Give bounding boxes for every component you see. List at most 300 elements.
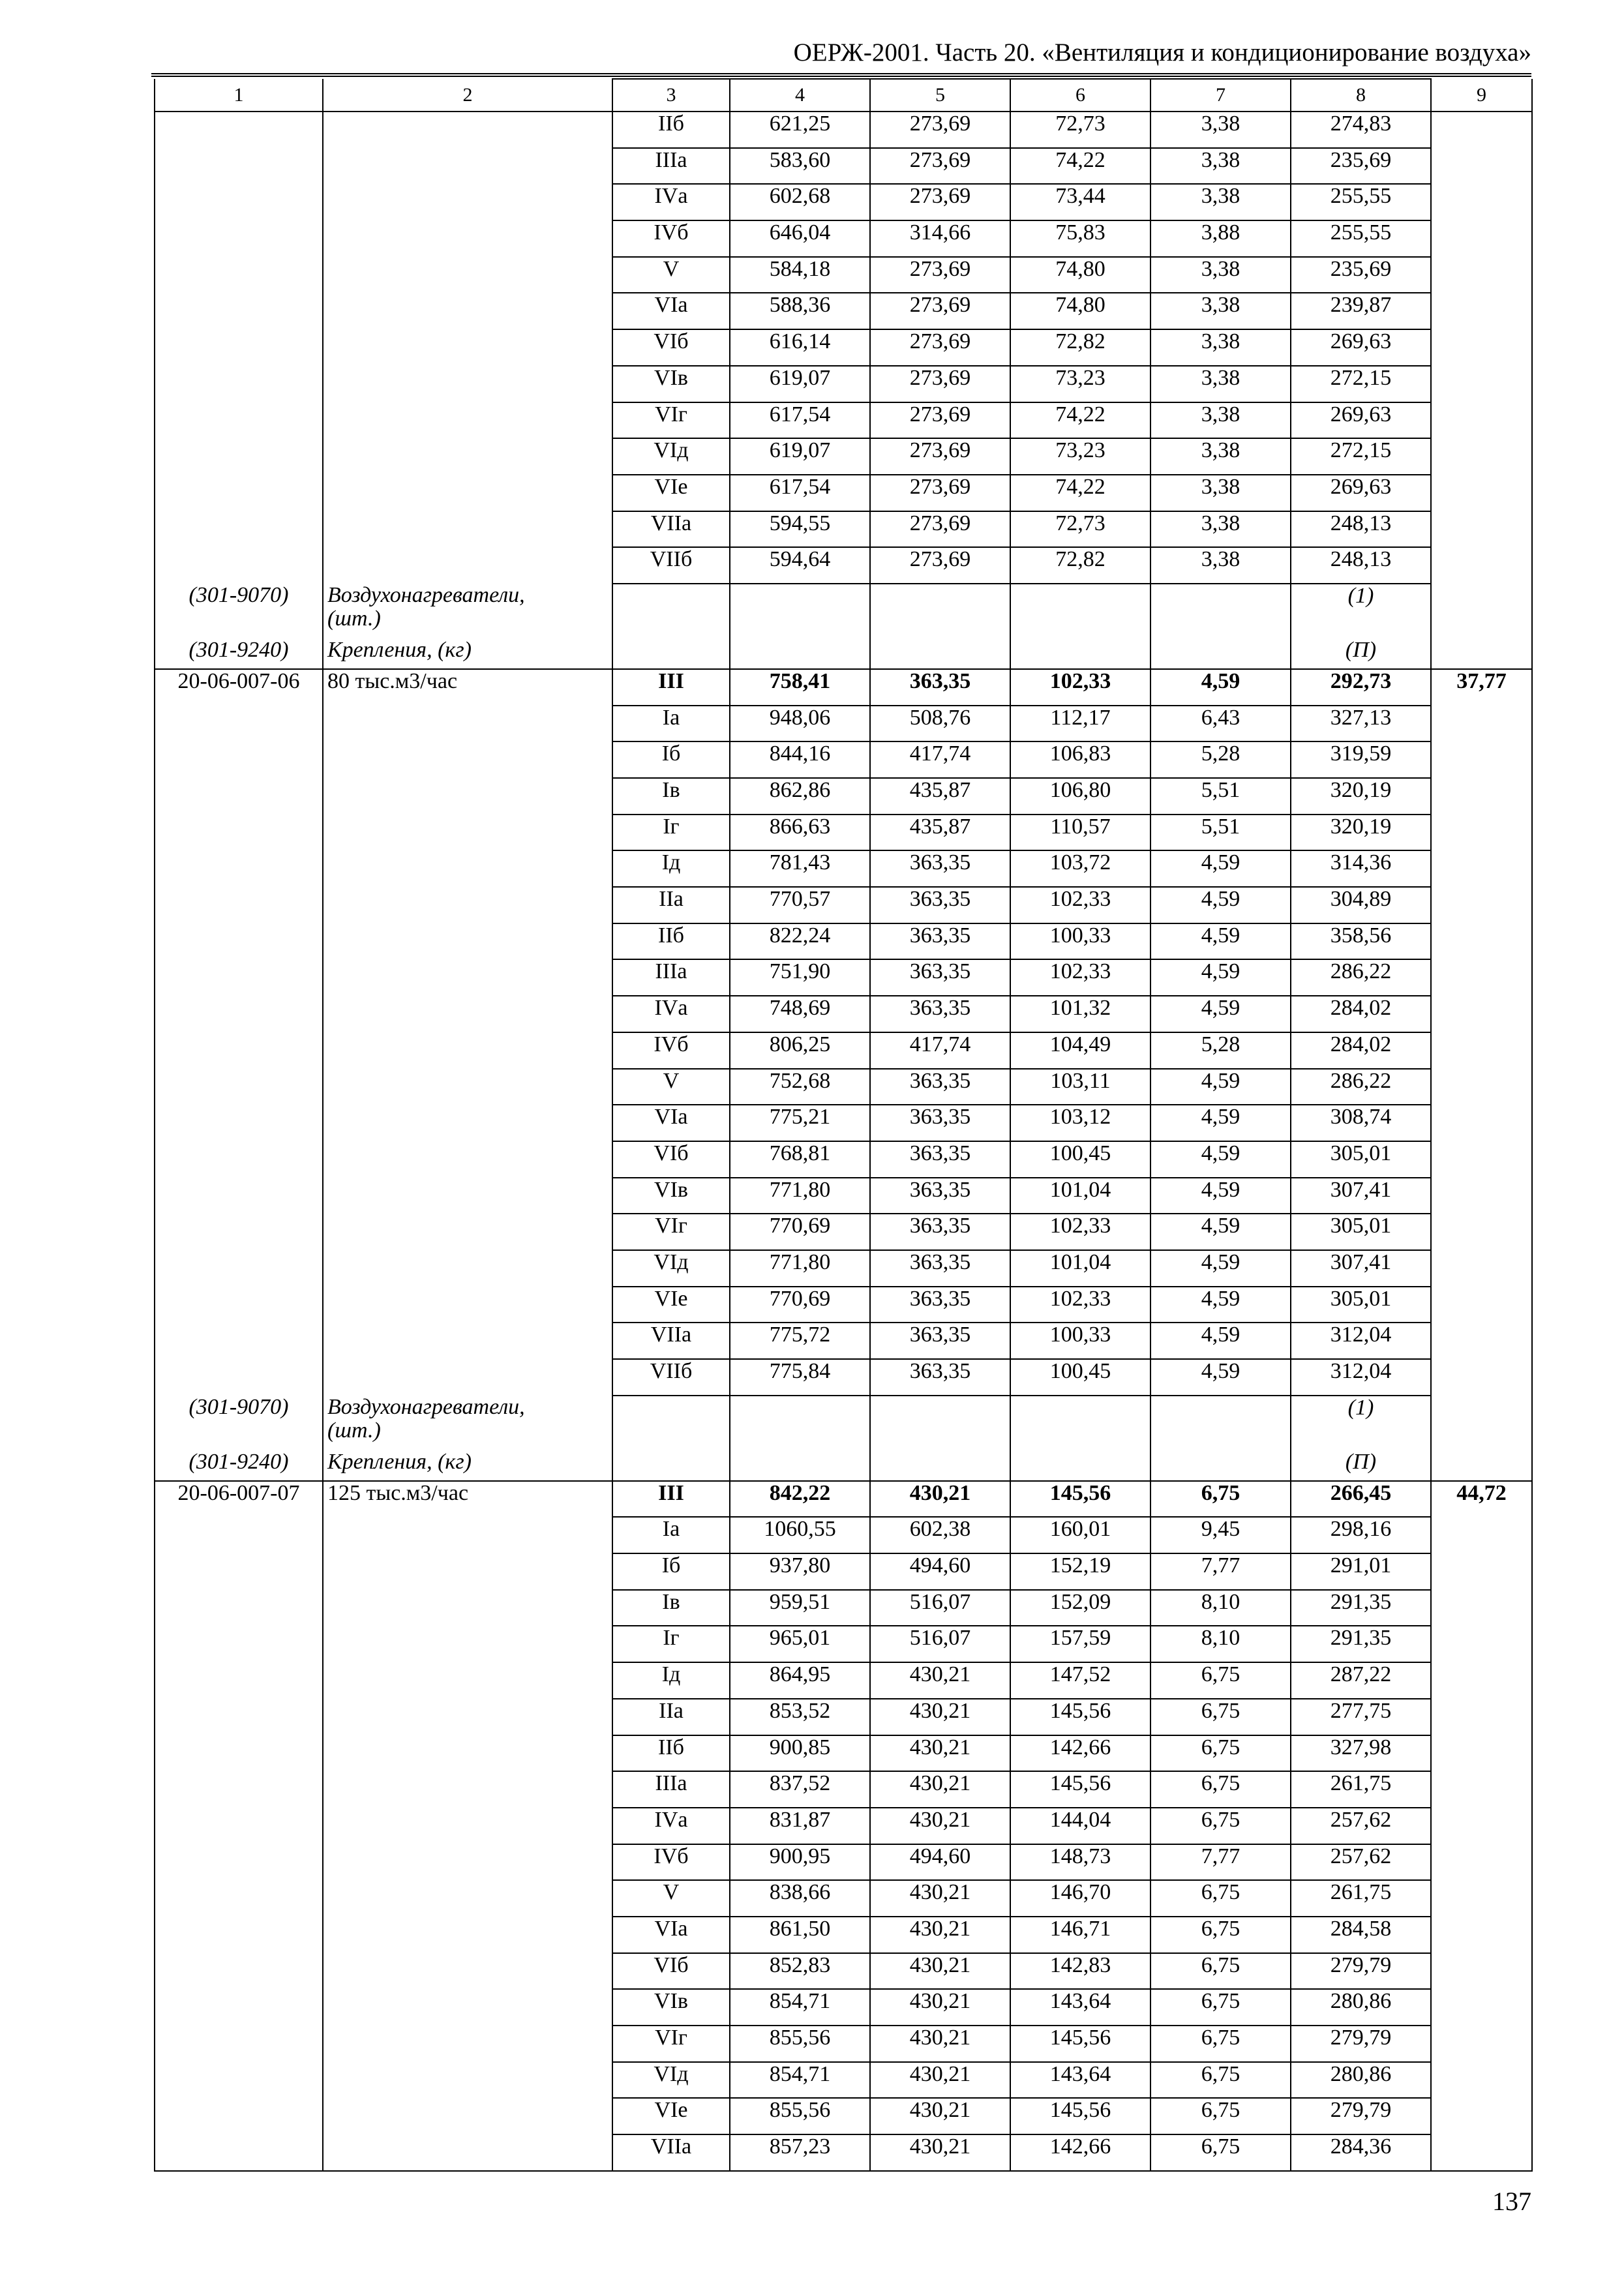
zone: IVа bbox=[612, 996, 730, 1032]
machinist-wages: 6,75 bbox=[1150, 1989, 1291, 2026]
labor-hours bbox=[1431, 438, 1532, 475]
rate-name bbox=[323, 741, 612, 778]
rate-code bbox=[155, 815, 323, 851]
zone: VIб bbox=[612, 1141, 730, 1178]
zone: IIIа bbox=[612, 148, 730, 185]
wages: 516,07 bbox=[870, 1626, 1010, 1662]
machinist-wages: 3,38 bbox=[1150, 547, 1291, 584]
machine-cost: 144,04 bbox=[1010, 1808, 1150, 1844]
rate-name bbox=[323, 2134, 612, 2171]
labor-hours bbox=[1431, 184, 1532, 220]
machine-cost: 145,56 bbox=[1010, 1699, 1150, 1735]
total-cost: 752,68 bbox=[730, 1069, 870, 1105]
rate-name: 80 тыс.м3/час bbox=[323, 669, 612, 706]
rate-code bbox=[155, 1287, 323, 1323]
column-number: 9 bbox=[1431, 79, 1532, 112]
total-cost: 852,83 bbox=[730, 1953, 870, 1990]
machine-cost: 142,66 bbox=[1010, 2134, 1150, 2171]
wages: 435,87 bbox=[870, 815, 1010, 851]
empty-cell bbox=[1431, 1450, 1532, 1481]
wages: 516,07 bbox=[870, 1590, 1010, 1626]
zone: VIг bbox=[612, 402, 730, 439]
materials-cost: 257,62 bbox=[1291, 1808, 1431, 1844]
materials-cost: 248,13 bbox=[1291, 547, 1431, 584]
total-cost: 619,07 bbox=[730, 438, 870, 475]
materials-cost: 269,63 bbox=[1291, 475, 1431, 511]
materials-cost: 305,01 bbox=[1291, 1287, 1431, 1323]
rate-code bbox=[155, 1662, 323, 1699]
wages: 363,35 bbox=[870, 1359, 1010, 1396]
total-cost: 864,95 bbox=[730, 1662, 870, 1699]
materials-cost: 280,86 bbox=[1291, 1989, 1431, 2026]
rate-name bbox=[323, 112, 612, 148]
rate-code bbox=[155, 293, 323, 329]
rate-name bbox=[323, 1359, 612, 1396]
materials-cost: 286,22 bbox=[1291, 959, 1431, 996]
resource-quantity: (П) bbox=[1291, 1450, 1431, 1481]
rate-name bbox=[323, 923, 612, 960]
wages: 602,38 bbox=[870, 1517, 1010, 1553]
wages: 417,74 bbox=[870, 1032, 1010, 1069]
zone: Iд bbox=[612, 1662, 730, 1699]
wages: 430,21 bbox=[870, 2098, 1010, 2134]
table-row bbox=[155, 547, 1532, 584]
empty-cell bbox=[870, 1396, 1010, 1450]
zone: IIIа bbox=[612, 959, 730, 996]
table-row bbox=[155, 815, 1532, 851]
labor-hours bbox=[1431, 1517, 1532, 1553]
rate-code bbox=[155, 2026, 323, 2062]
empty-cell bbox=[870, 584, 1010, 638]
labor-hours bbox=[1431, 1178, 1532, 1214]
machinist-wages: 4,59 bbox=[1150, 1250, 1291, 1287]
table-row bbox=[155, 1771, 1532, 1808]
rate-code bbox=[155, 1844, 323, 1881]
wages: 430,21 bbox=[870, 1771, 1010, 1808]
empty-cell bbox=[1150, 638, 1291, 669]
materials-cost: 279,79 bbox=[1291, 2098, 1431, 2134]
machinist-wages: 5,28 bbox=[1150, 1032, 1291, 1069]
machinist-wages: 4,59 bbox=[1150, 1323, 1291, 1359]
machinist-wages: 4,59 bbox=[1150, 850, 1291, 887]
total-cost: 853,52 bbox=[730, 1699, 870, 1735]
materials-cost: 287,22 bbox=[1291, 1662, 1431, 1699]
empty-cell bbox=[1010, 638, 1150, 669]
rate-code bbox=[155, 2062, 323, 2099]
machine-cost: 110,57 bbox=[1010, 815, 1150, 851]
header-rule bbox=[151, 73, 1531, 77]
zone: VIа bbox=[612, 293, 730, 329]
total-cost: 965,01 bbox=[730, 1626, 870, 1662]
total-cost: 855,56 bbox=[730, 2098, 870, 2134]
rate-code bbox=[155, 1178, 323, 1214]
labor-hours bbox=[1431, 2062, 1532, 2099]
rate-code bbox=[155, 1032, 323, 1069]
machinist-wages: 4,59 bbox=[1150, 669, 1291, 706]
rate-code bbox=[155, 257, 323, 293]
rate-name bbox=[323, 220, 612, 257]
wages: 363,35 bbox=[870, 850, 1010, 887]
zone: Iв bbox=[612, 1590, 730, 1626]
materials-cost: 314,36 bbox=[1291, 850, 1431, 887]
wages: 430,21 bbox=[870, 1481, 1010, 1518]
rate-name bbox=[323, 1250, 612, 1287]
materials-cost: 308,74 bbox=[1291, 1105, 1431, 1141]
rate-code bbox=[155, 438, 323, 475]
table-row bbox=[155, 1287, 1532, 1323]
machine-cost: 147,52 bbox=[1010, 1662, 1150, 1699]
table-row bbox=[155, 850, 1532, 887]
rate-code bbox=[155, 1359, 323, 1396]
table-row bbox=[155, 1481, 1532, 1518]
labor-hours bbox=[1431, 112, 1532, 148]
machine-cost: 74,22 bbox=[1010, 148, 1150, 185]
labor-hours bbox=[1431, 1662, 1532, 1699]
machine-cost: 145,56 bbox=[1010, 2026, 1150, 2062]
wages: 363,35 bbox=[870, 887, 1010, 923]
page-number: 137 bbox=[1492, 2187, 1531, 2216]
rate-code bbox=[155, 1626, 323, 1662]
table-row bbox=[155, 669, 1532, 706]
rate-code bbox=[155, 329, 323, 366]
materials-cost: 291,35 bbox=[1291, 1626, 1431, 1662]
rate-code bbox=[155, 112, 323, 148]
zone: Iг bbox=[612, 815, 730, 851]
machinist-wages: 6,75 bbox=[1150, 2134, 1291, 2171]
table-row bbox=[155, 1214, 1532, 1250]
rate-code bbox=[155, 366, 323, 402]
machinist-wages: 4,59 bbox=[1150, 1214, 1291, 1250]
labor-hours bbox=[1431, 1214, 1532, 1250]
zone: VIIб bbox=[612, 1359, 730, 1396]
machinist-wages: 3,38 bbox=[1150, 184, 1291, 220]
resource-unit-text: (шт.) bbox=[327, 606, 381, 631]
rate-name bbox=[323, 1178, 612, 1214]
total-cost: 588,36 bbox=[730, 293, 870, 329]
wages: 363,35 bbox=[870, 923, 1010, 960]
rate-name bbox=[323, 1323, 612, 1359]
wages: 273,69 bbox=[870, 329, 1010, 366]
wages: 363,35 bbox=[870, 996, 1010, 1032]
total-cost: 646,04 bbox=[730, 220, 870, 257]
rate-name bbox=[323, 148, 612, 185]
materials-cost: 269,63 bbox=[1291, 329, 1431, 366]
rate-code bbox=[155, 2134, 323, 2171]
machinist-wages: 4,59 bbox=[1150, 1141, 1291, 1178]
machine-cost: 145,56 bbox=[1010, 1481, 1150, 1518]
total-cost: 770,69 bbox=[730, 1214, 870, 1250]
table-row bbox=[155, 402, 1532, 439]
total-cost: 854,71 bbox=[730, 2062, 870, 2099]
zone: VIе bbox=[612, 475, 730, 511]
materials-cost: 261,75 bbox=[1291, 1880, 1431, 1917]
zone: VIе bbox=[612, 1287, 730, 1323]
rate-code bbox=[155, 887, 323, 923]
zone: Iв bbox=[612, 778, 730, 815]
rate-name bbox=[323, 257, 612, 293]
materials-cost: 266,45 bbox=[1291, 1481, 1431, 1518]
rate-name bbox=[323, 1735, 612, 1772]
total-cost: 937,80 bbox=[730, 1553, 870, 1590]
table-row bbox=[155, 706, 1532, 742]
resource-note-row bbox=[155, 638, 1532, 669]
wages: 273,69 bbox=[870, 475, 1010, 511]
wages: 363,35 bbox=[870, 1178, 1010, 1214]
table-row bbox=[155, 1699, 1532, 1735]
table-row bbox=[155, 2134, 1532, 2171]
labor-hours bbox=[1431, 366, 1532, 402]
materials-cost: 291,35 bbox=[1291, 1590, 1431, 1626]
rate-name bbox=[323, 1699, 612, 1735]
resource-note-row bbox=[155, 584, 1532, 638]
materials-cost: 284,02 bbox=[1291, 1032, 1431, 1069]
materials-cost: 257,62 bbox=[1291, 1844, 1431, 1881]
zone: VIIа bbox=[612, 511, 730, 548]
labor-hours bbox=[1431, 1735, 1532, 1772]
total-cost: 857,23 bbox=[730, 2134, 870, 2171]
zone: VIг bbox=[612, 2026, 730, 2062]
rate-name bbox=[323, 293, 612, 329]
machinist-wages: 3,38 bbox=[1150, 438, 1291, 475]
labor-hours bbox=[1431, 1069, 1532, 1105]
machine-cost: 104,49 bbox=[1010, 1032, 1150, 1069]
machine-cost: 152,19 bbox=[1010, 1553, 1150, 1590]
rate-name bbox=[323, 959, 612, 996]
wages: 273,69 bbox=[870, 547, 1010, 584]
machine-cost: 74,22 bbox=[1010, 402, 1150, 439]
wages: 494,60 bbox=[870, 1844, 1010, 1881]
zone: IIа bbox=[612, 1699, 730, 1735]
table-row bbox=[155, 1844, 1532, 1881]
labor-hours bbox=[1431, 220, 1532, 257]
zone: Iг bbox=[612, 1626, 730, 1662]
wages: 430,21 bbox=[870, 1735, 1010, 1772]
labor-hours bbox=[1431, 402, 1532, 439]
rate-code bbox=[155, 475, 323, 511]
table-row bbox=[155, 1989, 1532, 2026]
machinist-wages: 6,75 bbox=[1150, 1880, 1291, 1917]
wages: 363,35 bbox=[870, 1141, 1010, 1178]
resource-code: (301-9240) bbox=[155, 1450, 323, 1481]
materials-cost: 280,86 bbox=[1291, 2062, 1431, 2099]
labor-hours bbox=[1431, 475, 1532, 511]
zone: IVб bbox=[612, 220, 730, 257]
total-cost: 844,16 bbox=[730, 741, 870, 778]
table-row bbox=[155, 1880, 1532, 1917]
rate-code bbox=[155, 1141, 323, 1178]
rate-name bbox=[323, 2062, 612, 2099]
zone: IIб bbox=[612, 112, 730, 148]
table-row bbox=[155, 2098, 1532, 2134]
machine-cost: 102,33 bbox=[1010, 887, 1150, 923]
table-row bbox=[155, 1735, 1532, 1772]
resource-name-text: Крепления, (кг) bbox=[327, 1449, 472, 1474]
zone: IIIа bbox=[612, 1771, 730, 1808]
resource-code: (301-9070) bbox=[155, 584, 323, 638]
machine-cost: 101,04 bbox=[1010, 1178, 1150, 1214]
total-cost: 594,55 bbox=[730, 511, 870, 548]
zone: VIа bbox=[612, 1917, 730, 1953]
labor-hours bbox=[1431, 741, 1532, 778]
rate-name bbox=[323, 2026, 612, 2062]
machine-cost: 142,66 bbox=[1010, 1735, 1150, 1772]
table-row bbox=[155, 1105, 1532, 1141]
rate-code bbox=[155, 1105, 323, 1141]
rate-code bbox=[155, 1323, 323, 1359]
labor-hours bbox=[1431, 1553, 1532, 1590]
zone: VIа bbox=[612, 1105, 730, 1141]
labor-hours bbox=[1431, 1771, 1532, 1808]
labor-hours bbox=[1431, 2134, 1532, 2171]
rate-code bbox=[155, 1214, 323, 1250]
machinist-wages: 3,38 bbox=[1150, 475, 1291, 511]
wages: 430,21 bbox=[870, 2134, 1010, 2171]
total-cost: 866,63 bbox=[730, 815, 870, 851]
rate-name bbox=[323, 1953, 612, 1990]
table-row bbox=[155, 959, 1532, 996]
total-cost: 806,25 bbox=[730, 1032, 870, 1069]
empty-cell bbox=[1010, 584, 1150, 638]
total-cost: 775,72 bbox=[730, 1323, 870, 1359]
rate-code bbox=[155, 1699, 323, 1735]
rate-name bbox=[323, 2098, 612, 2134]
empty-cell bbox=[1150, 1396, 1291, 1450]
empty-cell bbox=[612, 1396, 730, 1450]
total-cost: 775,84 bbox=[730, 1359, 870, 1396]
rate-name bbox=[323, 1069, 612, 1105]
machinist-wages: 5,28 bbox=[1150, 741, 1291, 778]
zone: III bbox=[612, 669, 730, 706]
table-row bbox=[155, 1359, 1532, 1396]
machine-cost: 112,17 bbox=[1010, 706, 1150, 742]
rate-code bbox=[155, 1553, 323, 1590]
wages: 430,21 bbox=[870, 2062, 1010, 2099]
labor-hours bbox=[1431, 1953, 1532, 1990]
rate-name bbox=[323, 1989, 612, 2026]
rate-name bbox=[323, 1032, 612, 1069]
machine-cost: 72,82 bbox=[1010, 329, 1150, 366]
resource-quantity: (П) bbox=[1291, 638, 1431, 669]
rate-name bbox=[323, 887, 612, 923]
rate-code bbox=[155, 511, 323, 548]
rate-code bbox=[155, 923, 323, 960]
materials-cost: 235,69 bbox=[1291, 148, 1431, 185]
total-cost: 837,52 bbox=[730, 1771, 870, 1808]
rate-name bbox=[323, 996, 612, 1032]
total-cost: 775,21 bbox=[730, 1105, 870, 1141]
materials-cost: 235,69 bbox=[1291, 257, 1431, 293]
wages: 508,76 bbox=[870, 706, 1010, 742]
materials-cost: 272,15 bbox=[1291, 438, 1431, 475]
empty-cell bbox=[1431, 638, 1532, 669]
machinist-wages: 6,75 bbox=[1150, 1771, 1291, 1808]
wages: 273,69 bbox=[870, 402, 1010, 439]
materials-cost: 298,16 bbox=[1291, 1517, 1431, 1553]
wages: 273,69 bbox=[870, 257, 1010, 293]
rate-code bbox=[155, 220, 323, 257]
total-cost: 900,85 bbox=[730, 1735, 870, 1772]
running-header: ОЕРЖ-2001. Часть 20. «Вентиляция и кондиционирование воздуха» bbox=[793, 38, 1531, 67]
machinist-wages: 5,51 bbox=[1150, 778, 1291, 815]
empty-cell bbox=[730, 1396, 870, 1450]
total-cost: 616,14 bbox=[730, 329, 870, 366]
total-cost: 959,51 bbox=[730, 1590, 870, 1626]
table-row bbox=[155, 1917, 1532, 1953]
machine-cost: 100,33 bbox=[1010, 923, 1150, 960]
total-cost: 584,18 bbox=[730, 257, 870, 293]
total-cost: 583,60 bbox=[730, 148, 870, 185]
machinist-wages: 4,59 bbox=[1150, 996, 1291, 1032]
labor-hours bbox=[1431, 1287, 1532, 1323]
machinist-wages: 4,59 bbox=[1150, 923, 1291, 960]
machine-cost: 145,56 bbox=[1010, 1771, 1150, 1808]
total-cost: 861,50 bbox=[730, 1917, 870, 1953]
resource-name bbox=[323, 1450, 612, 1481]
machinist-wages: 4,59 bbox=[1150, 1359, 1291, 1396]
machine-cost: 74,22 bbox=[1010, 475, 1150, 511]
column-number: 1 bbox=[155, 79, 323, 112]
wages: 430,21 bbox=[870, 2026, 1010, 2062]
wages: 273,69 bbox=[870, 293, 1010, 329]
machinist-wages: 6,75 bbox=[1150, 1953, 1291, 1990]
rate-name bbox=[323, 511, 612, 548]
rate-code bbox=[155, 148, 323, 185]
wages: 430,21 bbox=[870, 1662, 1010, 1699]
table-row bbox=[155, 112, 1532, 148]
wages: 430,21 bbox=[870, 1699, 1010, 1735]
wages: 363,35 bbox=[870, 1287, 1010, 1323]
zone: IVа bbox=[612, 1808, 730, 1844]
resource-note-row bbox=[155, 1450, 1532, 1481]
resource-name bbox=[323, 1396, 612, 1450]
materials-cost: 284,58 bbox=[1291, 1917, 1431, 1953]
table-row bbox=[155, 1626, 1532, 1662]
wages: 363,35 bbox=[870, 669, 1010, 706]
machine-cost: 73,44 bbox=[1010, 184, 1150, 220]
zone: IVа bbox=[612, 184, 730, 220]
rate-name bbox=[323, 1214, 612, 1250]
table-row bbox=[155, 923, 1532, 960]
rate-code bbox=[155, 547, 323, 584]
rate-name bbox=[323, 1517, 612, 1553]
rate-name bbox=[323, 402, 612, 439]
total-cost: 842,22 bbox=[730, 1481, 870, 1518]
column-number: 4 bbox=[730, 79, 870, 112]
materials-cost: 284,02 bbox=[1291, 996, 1431, 1032]
rate-name bbox=[323, 1287, 612, 1323]
zone: VIIа bbox=[612, 2134, 730, 2171]
zone: VIв bbox=[612, 1989, 730, 2026]
machine-cost: 73,23 bbox=[1010, 438, 1150, 475]
table-row bbox=[155, 1069, 1532, 1105]
rate-name bbox=[323, 1917, 612, 1953]
column-number: 3 bbox=[612, 79, 730, 112]
machinist-wages: 4,59 bbox=[1150, 959, 1291, 996]
zone: V bbox=[612, 1880, 730, 1917]
machine-cost: 102,33 bbox=[1010, 1287, 1150, 1323]
table-row bbox=[155, 2026, 1532, 2062]
wages: 363,35 bbox=[870, 1214, 1010, 1250]
machine-cost: 103,72 bbox=[1010, 850, 1150, 887]
empty-cell bbox=[1010, 1396, 1150, 1450]
machinist-wages: 6,75 bbox=[1150, 1699, 1291, 1735]
machinist-wages: 4,59 bbox=[1150, 1287, 1291, 1323]
wages: 314,66 bbox=[870, 220, 1010, 257]
machine-cost: 146,71 bbox=[1010, 1917, 1150, 1953]
rates-table bbox=[154, 78, 1533, 2172]
labor-hours bbox=[1431, 815, 1532, 851]
materials-cost: 279,79 bbox=[1291, 2026, 1431, 2062]
